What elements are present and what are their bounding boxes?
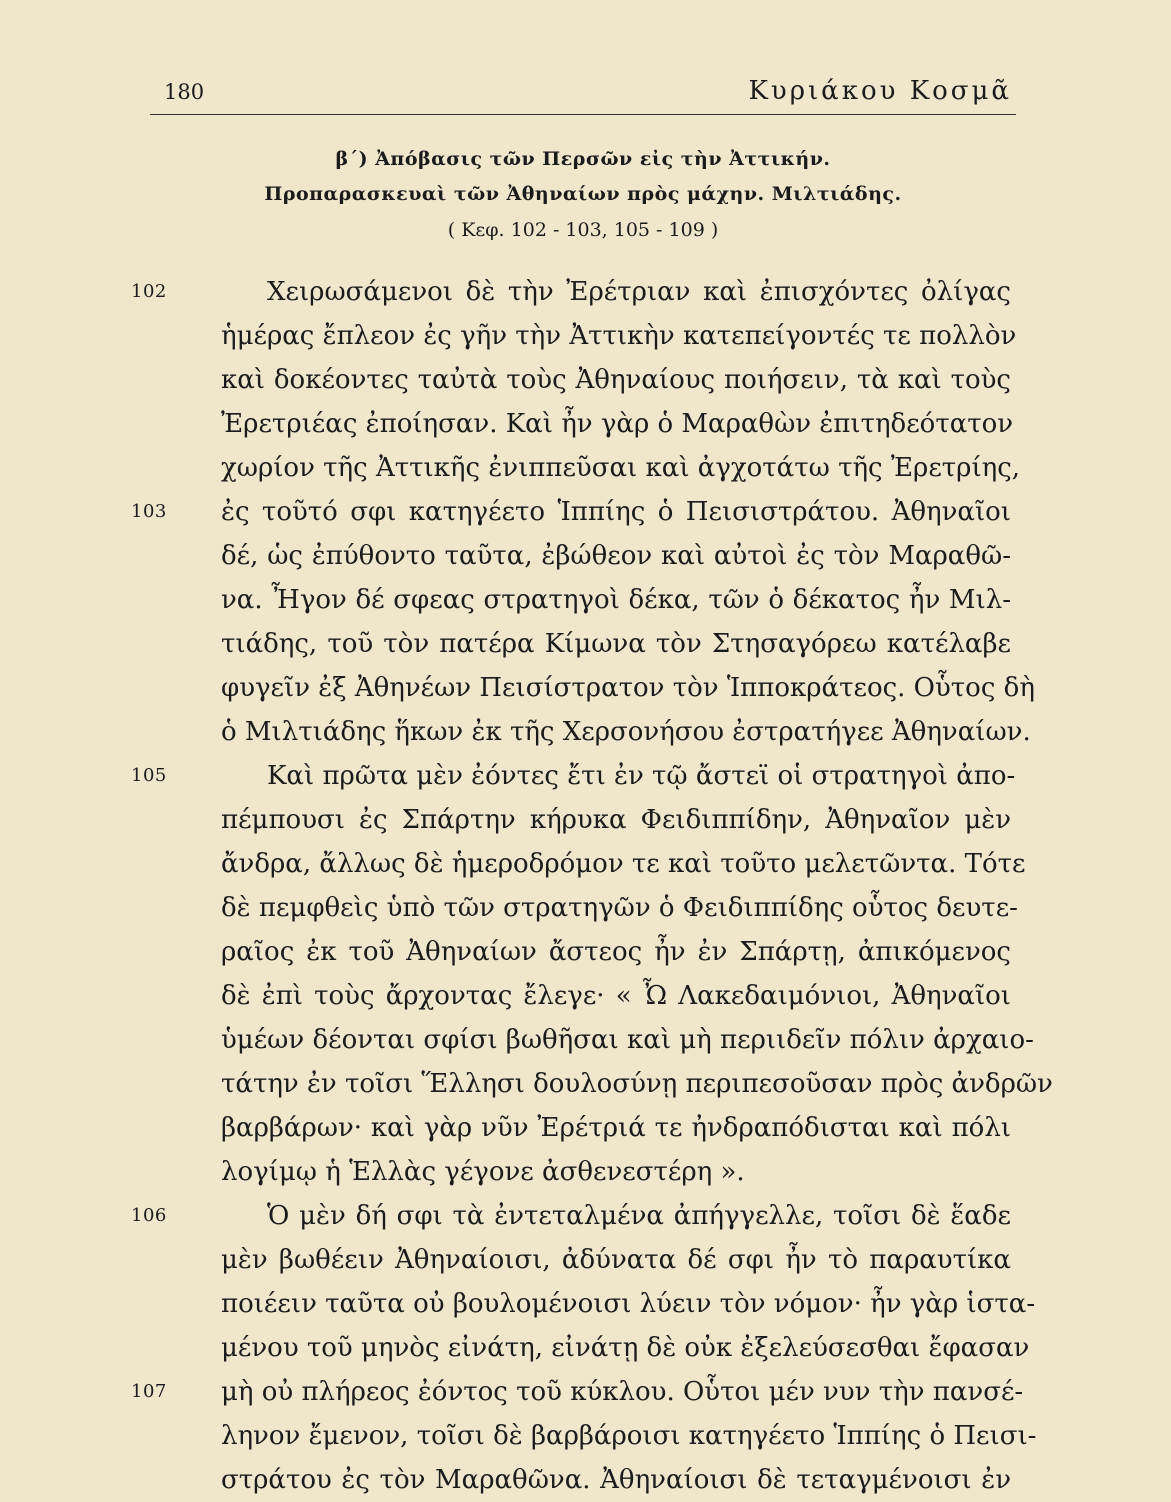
line-text: να. Ἦγον δέ σφεας στρατηγοὶ δέκα, τῶν ὁ δέκατος ἦν Μιλ- [221,585,1011,615]
text-line [131,490,1011,534]
line-text: ραῖος ἐκ τοῦ Ἀθηναίων ἄστεος ἦν ἐν Σπάρτῃ, ἀπικόμενος [221,937,1011,967]
text-line [221,1062,1053,1106]
chapter-number: 103 [131,501,167,522]
text-line [221,534,1011,578]
line-text: ληνον ἔμενον, τοῖσι δὲ βαρβάροισι κατηγέετο Ἱππίης ὁ Πεισι- [221,1421,1037,1451]
line-text: ἡμέρας ἔπλεον ἐς γῆν τὴν Ἀττικὴν κατεπείγοντές τε πολλὸν [221,321,1017,351]
text-line [221,1238,1011,1282]
header-rule [150,114,1016,115]
line-text: μένου τοῦ μηνὸς εἰνάτη, εἰνάτῃ δὲ οὐκ ἐξελεύσεσθαι ἔφασαν [221,1333,1030,1363]
text-line [221,402,1014,446]
text-line [221,930,1011,974]
chapter-number: 106 [131,1205,167,1226]
chapter-number: 107 [131,1381,167,1402]
text-line [221,446,1021,490]
line-text: δέ, ὡς ἐπύθοντο ταῦτα, ἐβώθεον καὶ αὐτοὶ ἐς τὸν Μαραθῶ- [221,541,1011,571]
text-line [131,1194,1011,1238]
chapter-number: 105 [131,765,167,786]
line-text: δὲ πεμφθεὶς ὑπὸ τῶν στρατηγῶν ὁ Φειδιππίδης οὗτος δευτε- [221,893,1018,923]
line-text: Ἐρετριέας ἐποίησαν. Καὶ ἦν γὰρ ὁ Μαραθὼν ἐπιτηδεότατον [221,409,1014,439]
text-line [221,842,1026,886]
chapter-reference: ( Κεφ. 102 - 103, 105 - 109 ) [447,219,719,241]
text-line [221,622,1011,666]
line-text: τάτην ἐν τοῖσι Ἕλλησι δουλοσύνῃ περιπεσοῦσαν πρὸς ἀνδρῶν [221,1069,1053,1099]
line-text: ἄνδρα, ἄλλως δὲ ἡμεροδρόμον τε καὶ τοῦτο μελετῶντα. Τότε [221,849,1026,879]
line-text: τιάδης, τοῦ τὸν πατέρα Κίμωνα τὸν Στησαγόρεω κατέλαβε [221,629,1011,659]
line-text: φυγεῖν ἐξ Ἀθηνέων Πεισίστρατον τὸν Ἱπποκράτεος. Οὗτος δὴ [221,673,1035,703]
text-line [221,314,1017,358]
line-text: δὲ ἐπὶ τοὺς ἄρχοντας ἔλεγε· « Ὦ Λακεδαιμόνιοι, Ἀθηναῖοι [221,981,1011,1011]
text-line [131,1370,1024,1414]
text-line [221,578,1011,622]
text-line [131,754,1016,798]
text-line [221,358,1011,402]
line-text: Ὁ μὲν δή σφι τὰ ἐντεταλμένα ἀπήγγελλε, τοῖσι δὲ ἕαδε [267,1201,1011,1231]
text-line [221,886,1018,930]
line-text: λογίμῳ ἡ Ἑλλὰς γέγονε ἀσθενεστέρη ». [221,1157,745,1187]
text-line [221,1282,1036,1326]
text-line [221,1326,1030,1370]
line-text: Καὶ πρῶτα μὲν ἐόντες ἔτι ἐν τῷ ἄστεϊ οἱ στρατηγοὶ ἀπο- [267,761,1016,791]
section-title-line-1: β΄) Ἀπόβασις τῶν Περσῶν εἰς τὴν Ἀττικήν. [335,148,831,170]
chapter-number: 102 [131,281,167,302]
running-header [150,70,1012,110]
line-text: μὴ οὐ πλήρεος ἐόντος τοῦ κύκλου. Οὗτοι μέν νυν τὴν πανσέ- [221,1377,1024,1407]
line-text: πέμπουσι ἐς Σπάρτην κήρυκα Φειδιππίδην, Ἀθηναῖον μὲν [221,805,1011,835]
text-line [221,666,1035,710]
body-text [131,270,1053,1502]
line-text: βαρβάρων· καὶ γὰρ νῦν Ἐρέτριά τε ἠνδραπόδισται καὶ πόλι [221,1113,1011,1143]
text-line [221,974,1011,1018]
page-number: 180 [164,80,205,104]
text-line [221,1414,1037,1458]
text-line [221,798,1011,842]
text-line [221,1018,1034,1062]
text-line [221,1458,1011,1502]
section-heading [150,142,1016,248]
line-text: ὁ Μιλτιάδης ἥκων ἐκ τῆς Χερσονήσου ἐστρατήγεε Ἀθηναίων. [221,717,1031,747]
line-text: στράτου ἐς τὸν Μαραθῶνα. Ἀθηναίοισι δὲ τεταγμένοισι ἐν [221,1465,1011,1495]
line-text: ποιέειν ταῦτα οὐ βουλομένοισι λύειν τὸν νόμον· ἦν γὰρ ἱστα- [221,1289,1036,1319]
text-line [221,1150,1011,1194]
text-line [221,1106,1011,1150]
line-text: καὶ δοκέοντες ταὐτὰ τοὺς Ἀθηναίους ποιήσειν, τὰ καὶ τοὺς [221,365,1011,395]
line-text: ἐς τοῦτό σφι κατηγέετο Ἱππίης ὁ Πεισιστράτου. Ἀθηναῖοι [221,497,1011,527]
text-line [131,270,1011,314]
line-text: Χειρωσάμενοι δὲ τὴν Ἐρέτριαν καὶ ἐπισχόντες ὀλίγας [267,277,1011,307]
line-text: μὲν βωθέειν Ἀθηναίοισι, ἀδύνατα δέ σφι ἦν τὸ παραυτίκα [221,1245,1011,1275]
running-title: Κυριάκου Κοσμᾶ [748,76,1012,106]
section-title-line-2: Προπαρασκευαὶ τῶν Ἀθηναίων πρὸς μάχην. Μιλτιάδης. [264,183,902,205]
text-line [221,710,1031,754]
line-text: ὑμέων δέονται σφίσι βωθῆσαι καὶ μὴ περιιδεῖν πόλιν ἀρχαιο- [221,1025,1034,1055]
line-text: χωρίον τῆς Ἀττικῆς ἐνιππεῦσαι καὶ ἀγχοτάτω τῆς Ἐρετρίης, [221,453,1021,483]
